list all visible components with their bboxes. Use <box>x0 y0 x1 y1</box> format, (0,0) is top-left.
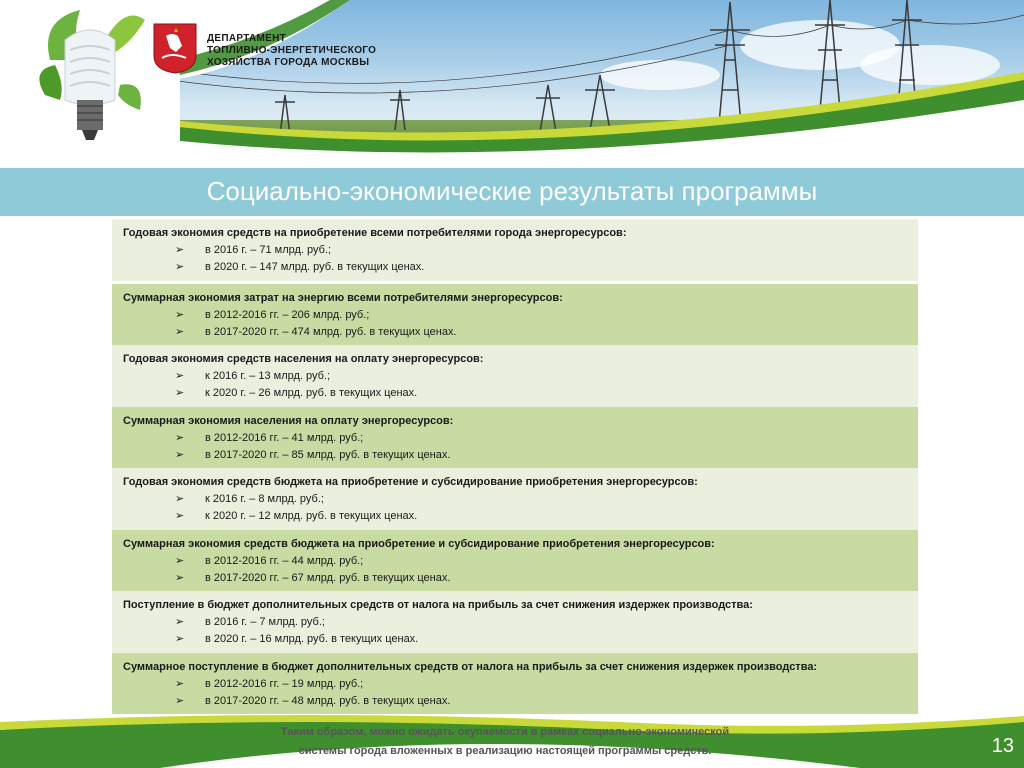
table-row <box>112 591 918 653</box>
list-item-text: в 2017-2020 гг. – 474 млрд. руб. в текущих ценах. <box>205 325 457 338</box>
list-item <box>123 631 918 648</box>
conclusion-line-2: системы города вложенных в реализацию настоящей программы средств. <box>298 745 712 757</box>
list-item-text: в 2017-2020 гг. – 67 млрд. руб. в текущих ценах. <box>205 571 451 584</box>
arrow-bullet-icon: ➢ <box>175 244 185 256</box>
table-row <box>112 219 918 281</box>
header-banner <box>0 0 1024 168</box>
department-name-line-1: ДЕПАРТАМЕНТ <box>207 33 287 44</box>
row-heading: Суммарная экономия средств бюджета на приобретение и субсидирование приобретения энергоресурсов: <box>123 537 715 550</box>
list-item-text: к 2016 г. – 8 млрд. руб.; <box>205 493 324 505</box>
list-item-text: в 2012-2016 гг. – 41 млрд. руб.; <box>205 431 364 444</box>
list-item <box>123 242 918 259</box>
arrow-bullet-icon: ➢ <box>175 677 185 690</box>
list-item-text: в 2012-2016 гг. – 44 млрд. руб.; <box>205 554 364 567</box>
arrow-bullet-icon: ➢ <box>175 694 185 707</box>
list-item-text: в 2016 г. – 71 млрд. руб.; <box>205 244 332 256</box>
list-item <box>123 430 918 447</box>
row-heading: Годовая экономия средств на приобретение всеми потребителями города энергоресурсов: <box>123 227 627 239</box>
page-number: 13 <box>991 735 1014 757</box>
list-item <box>123 447 918 464</box>
list-item <box>123 693 918 710</box>
list-item <box>123 553 918 570</box>
list-item-text: в 2012-2016 гг. – 19 млрд. руб.; <box>205 677 364 690</box>
list-item-text: в 2020 г. – 147 млрд. руб. в текущих ценах. <box>205 261 425 273</box>
moscow-coat-of-arms-icon <box>152 22 198 74</box>
arrow-bullet-icon: ➢ <box>175 571 185 584</box>
arrow-bullet-icon: ➢ <box>175 261 185 273</box>
list-item-text: в 2017-2020 гг. – 48 млрд. руб. в текущих ценах. <box>205 694 451 707</box>
list-item <box>123 307 918 324</box>
list-item-text: к 2016 г. – 13 млрд. руб.; <box>205 370 331 382</box>
table-row <box>112 468 918 530</box>
energy-saving-bulb-icon <box>30 0 150 160</box>
table-row <box>112 345 918 407</box>
arrow-bullet-icon: ➢ <box>175 633 185 645</box>
list-item-text: в 2020 г. – 16 млрд. руб. в текущих ценах. <box>205 633 419 645</box>
page-title: Социально-экономические результаты программы <box>206 176 818 206</box>
arrow-bullet-icon: ➢ <box>175 616 185 628</box>
department-name-line-2: ТОПЛИВНО-ЭНЕРГЕТИЧЕСКОГО <box>207 45 377 56</box>
table-row <box>112 530 918 592</box>
arrow-bullet-icon: ➢ <box>175 387 185 399</box>
conclusion-text <box>200 723 810 761</box>
list-item-text: к 2020 г. – 26 млрд. руб. в текущих ценах. <box>205 387 418 399</box>
title-bar <box>0 168 1024 216</box>
list-item-text: к 2020 г. – 12 млрд. руб. в текущих ценах. <box>205 510 418 522</box>
list-item <box>123 614 918 631</box>
row-heading: Поступление в бюджет дополнительных средств от налога на прибыль за счет снижения издержек производства: <box>123 599 753 611</box>
list-item-text: в 2017-2020 гг. – 85 млрд. руб. в текущих ценах. <box>205 448 451 461</box>
arrow-bullet-icon: ➢ <box>175 493 185 505</box>
list-item <box>123 570 918 587</box>
results-table <box>112 219 918 714</box>
table-row <box>112 284 918 346</box>
list-item <box>123 324 918 341</box>
list-item <box>123 676 918 693</box>
table-row <box>112 653 918 715</box>
arrow-bullet-icon: ➢ <box>175 308 185 321</box>
arrow-bullet-icon: ➢ <box>175 554 185 567</box>
list-item <box>123 259 918 276</box>
arrow-bullet-icon: ➢ <box>175 448 185 461</box>
department-name-line-3: ХОЗЯЙСТВА ГОРОДА МОСКВЫ <box>207 57 370 68</box>
list-item-text: в 2016 г. – 7 млрд. руб.; <box>205 616 325 628</box>
list-item <box>123 508 918 525</box>
list-item <box>123 368 918 385</box>
arrow-bullet-icon: ➢ <box>175 510 185 522</box>
table-row <box>112 407 918 469</box>
department-name <box>207 33 376 69</box>
conclusion-line-1: Таким образом, можно ожидать окупаемости в рамках социально-экономической <box>280 726 730 738</box>
row-heading: Годовая экономия средств бюджета на приобретение и субсидирование приобретения энергоресурсов: <box>123 476 698 488</box>
row-heading: Годовая экономия средств населения на оплату энергоресурсов: <box>123 353 484 365</box>
arrow-bullet-icon: ➢ <box>175 431 185 444</box>
arrow-bullet-icon: ➢ <box>175 325 185 338</box>
list-item-text: в 2012-2016 гг. – 206 млрд. руб.; <box>205 308 370 321</box>
arrow-bullet-icon: ➢ <box>175 370 185 382</box>
row-heading: Суммарная экономия затрат на энергию всеми потребителями энергоресурсов: <box>123 291 563 304</box>
list-item <box>123 385 918 402</box>
row-heading: Суммарное поступление в бюджет дополнительных средств от налога на прибыль за счет снижения издержек производства: <box>123 660 818 673</box>
list-item <box>123 491 918 508</box>
row-heading: Суммарная экономия населения на оплату энергоресурсов: <box>123 414 454 427</box>
